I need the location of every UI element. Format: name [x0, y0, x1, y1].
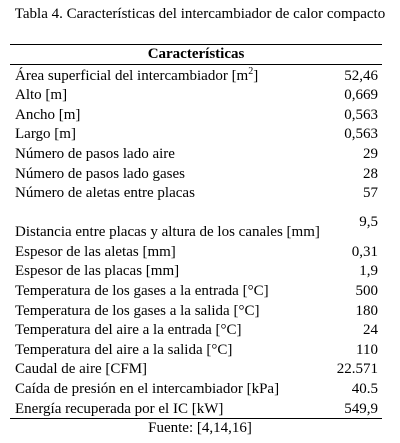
row-value: 180 [355, 302, 378, 319]
table-row [10, 339, 382, 359]
row-label: Alto [m] [15, 87, 68, 104]
table-row [10, 398, 382, 418]
row-label: Temperatura del aire a la salida [°C] [15, 341, 233, 358]
table-row [10, 124, 382, 144]
row-label: Espesor de las placas [mm] [15, 263, 180, 280]
row-label: Largo [m] [15, 126, 76, 143]
table-header: Características [10, 45, 382, 65]
row-label-suffix: ] [253, 67, 259, 84]
row-label: Número de pasos lado aire [15, 145, 175, 162]
row-label: Número de aletas entre placas [15, 185, 195, 202]
table-header-row [10, 45, 382, 65]
table-row [10, 241, 382, 261]
row-value: 57 [363, 185, 378, 202]
table-row [10, 261, 382, 281]
table-row [10, 183, 382, 203]
table-row [10, 359, 382, 379]
row-label: Caída de presión en el intercambiador [kPa] [15, 380, 280, 397]
characteristics-table-container [10, 44, 382, 419]
table-row [10, 320, 382, 340]
row-label: Temperatura de los gases a la entrada [°C] [15, 282, 269, 299]
table-row [10, 163, 382, 183]
row-value: 0,31 [351, 243, 378, 260]
row-value: 52,46 [344, 67, 378, 84]
row-value: 0,669 [344, 87, 378, 104]
table-row [10, 143, 382, 163]
table-row [10, 85, 382, 105]
row-label-superscript: 2 [248, 65, 254, 77]
row-label [10, 65, 335, 85]
row-label: Distancia entre placas y altura de los canales [mm] [15, 224, 320, 241]
row-value: 40.5 [351, 380, 378, 397]
row-value: 24 [363, 322, 378, 339]
table-row [10, 65, 382, 85]
row-label: Espesor de las aletas [mm] [15, 243, 176, 260]
row-label: Temperatura de los gases a la salida [°C] [15, 302, 260, 319]
row-label-text: Área superficial del intercambiador [m [15, 67, 249, 84]
row-value: 22.571 [336, 361, 378, 378]
row-label: Temperatura del aire a la entrada [°C] [15, 322, 242, 339]
row-value: 29 [363, 145, 378, 162]
table-row [10, 104, 382, 124]
row-value: 28 [363, 165, 378, 182]
row-label: Ancho [m] [15, 106, 81, 123]
table-row [10, 300, 382, 320]
row-value: 500 [355, 282, 378, 299]
row-value: 549,9 [335, 398, 382, 418]
row-value: 1,9 [359, 263, 378, 280]
row-label: Número de pasos lado gases [15, 165, 185, 182]
row-value: 9,5 [359, 213, 378, 230]
characteristics-table [10, 44, 382, 419]
table-source: Fuente: [4,14,16] [148, 420, 252, 436]
row-label: Energía recuperada por el IC [kW] [10, 398, 335, 418]
row-value: 110 [356, 341, 378, 358]
table-row [10, 280, 382, 300]
row-value: 0,563 [344, 126, 378, 143]
table-row [10, 202, 382, 241]
row-value: 0,563 [344, 106, 378, 123]
table-caption: Tabla 4. Características del intercambiador de calor compacto [14, 6, 386, 22]
table-row [10, 378, 382, 398]
row-label: Caudal de aire [CFM] [15, 361, 148, 378]
